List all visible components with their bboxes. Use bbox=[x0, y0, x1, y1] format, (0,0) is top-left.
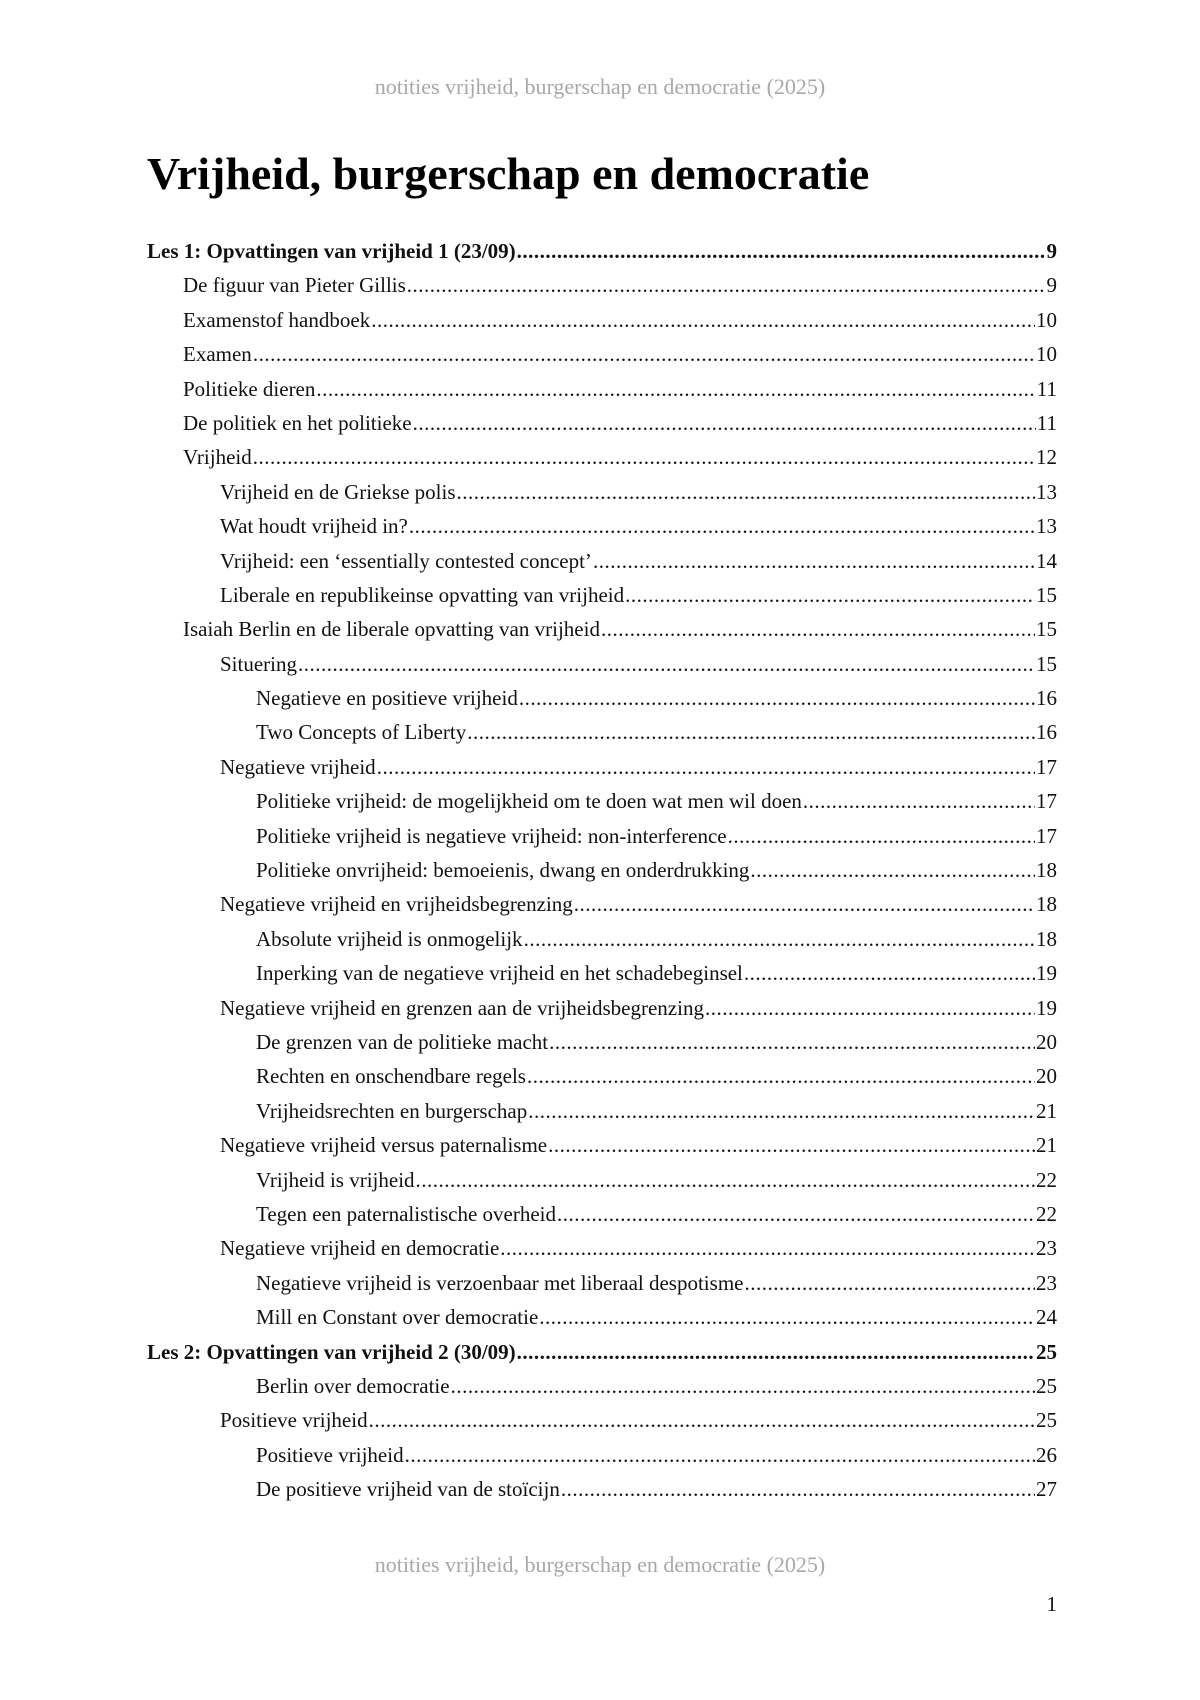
toc-dot-leader bbox=[705, 991, 1035, 1025]
toc-dot-leader bbox=[625, 578, 1035, 612]
toc-entry-page: 9 bbox=[1046, 273, 1057, 298]
toc-entry[interactable] bbox=[147, 372, 1057, 406]
toc-entry[interactable] bbox=[147, 337, 1057, 371]
toc-entry-page: 16 bbox=[1036, 720, 1057, 745]
toc-dot-leader bbox=[548, 1128, 1035, 1162]
toc-entry-page: 10 bbox=[1036, 342, 1057, 367]
toc-entry[interactable] bbox=[147, 1369, 1057, 1403]
toc-entry-title: De politiek en het politieke bbox=[183, 410, 412, 435]
toc-entry[interactable] bbox=[147, 268, 1057, 302]
toc-dot-leader bbox=[549, 1025, 1035, 1059]
toc-entry-title: Vrijheid: een ‘essentially contested concept’ bbox=[220, 548, 592, 573]
toc-dot-leader bbox=[517, 1335, 1035, 1369]
toc-entry-title: Vrijheid is vrijheid bbox=[256, 1167, 415, 1192]
toc-entry[interactable] bbox=[147, 1231, 1057, 1265]
toc-entry-title: Tegen een paternalistische overheid bbox=[256, 1201, 556, 1226]
toc-entry-page: 25 bbox=[1036, 1339, 1057, 1364]
toc-dot-leader bbox=[744, 956, 1035, 990]
toc-entry[interactable] bbox=[147, 956, 1057, 990]
toc-entry-title: Vrijheid en de Griekse polis bbox=[220, 479, 456, 504]
toc-entry-page: 22 bbox=[1036, 1201, 1057, 1226]
toc-entry-title: Situering bbox=[220, 651, 297, 676]
toc-entry-title: De grenzen van de politieke macht bbox=[256, 1029, 549, 1054]
toc-entry-page: 23 bbox=[1036, 1270, 1057, 1295]
toc-dot-leader bbox=[539, 1300, 1035, 1334]
toc-dot-leader bbox=[413, 406, 1036, 440]
toc-entry[interactable] bbox=[147, 1266, 1057, 1300]
toc-entry[interactable] bbox=[147, 853, 1057, 887]
toc-entry-title: Rechten en onschendbare regels bbox=[256, 1064, 526, 1089]
toc-dot-leader bbox=[528, 1094, 1035, 1128]
page-number: 1 bbox=[1046, 1592, 1057, 1616]
toc-dot-leader bbox=[728, 819, 1035, 853]
toc-entry-title: Politieke onvrijheid: bemoeienis, dwang en onderdrukking bbox=[256, 858, 750, 883]
toc-dot-leader bbox=[371, 303, 1035, 337]
toc-dot-leader bbox=[601, 612, 1035, 646]
toc-entry-page: 21 bbox=[1036, 1098, 1057, 1123]
toc-entry-title: Wat houdt vrijheid in? bbox=[220, 514, 408, 539]
toc-dot-leader bbox=[744, 1266, 1035, 1300]
toc-entry[interactable] bbox=[147, 991, 1057, 1025]
toc-entry-title: Absolute vrijheid is onmogelijk bbox=[256, 926, 523, 951]
toc-entry-page: 17 bbox=[1036, 823, 1057, 848]
toc-dot-leader bbox=[561, 1472, 1035, 1506]
toc-entry-page: 16 bbox=[1036, 686, 1057, 711]
toc-entry-page: 25 bbox=[1036, 1408, 1057, 1433]
toc-entry-page: 15 bbox=[1036, 617, 1057, 642]
toc-entry-title: Politieke vrijheid is negatieve vrijheid: non-interference bbox=[256, 823, 727, 848]
toc-entry-page: 11 bbox=[1036, 410, 1057, 435]
toc-entry[interactable] bbox=[147, 1059, 1057, 1093]
toc-entry-title: Examenstof handboek bbox=[183, 307, 371, 332]
toc-entry-page: 26 bbox=[1036, 1442, 1057, 1467]
toc-dot-leader bbox=[524, 922, 1035, 956]
toc-dot-leader bbox=[405, 1438, 1035, 1472]
toc-entry-page: 13 bbox=[1036, 514, 1057, 539]
toc-entry-page: 17 bbox=[1036, 789, 1057, 814]
toc-entry[interactable] bbox=[147, 578, 1057, 612]
toc-entry-page: 18 bbox=[1036, 858, 1057, 883]
toc-dot-leader bbox=[298, 647, 1035, 681]
toc-entry-title: Isaiah Berlin en de liberale opvatting van vrijheid bbox=[183, 617, 600, 642]
toc-entry-title: Les 1: Opvattingen van vrijheid 1 (23/09) bbox=[147, 239, 516, 263]
toc-entry-title: Negatieve vrijheid bbox=[220, 754, 376, 779]
toc-entry-title: Examen bbox=[183, 342, 252, 367]
toc-entry[interactable] bbox=[147, 922, 1057, 956]
toc-dot-leader bbox=[369, 1403, 1035, 1437]
page-footer: notities vrijheid, burgerschap en democratie (2025) bbox=[374, 1552, 826, 1577]
toc-entry[interactable] bbox=[147, 1197, 1057, 1231]
toc-entry[interactable] bbox=[147, 509, 1057, 543]
toc-entry-page: 11 bbox=[1036, 376, 1057, 401]
toc-entry-title: De figuur van Pieter Gillis bbox=[183, 273, 406, 298]
toc-entry-page: 15 bbox=[1036, 651, 1057, 676]
toc-entry-page: 17 bbox=[1036, 754, 1057, 779]
toc-entry-page: 12 bbox=[1036, 445, 1057, 470]
toc-dot-leader bbox=[803, 784, 1035, 818]
toc-dot-leader bbox=[457, 475, 1035, 509]
toc-entry-title: Positieve vrijheid bbox=[256, 1442, 404, 1467]
toc-dot-leader bbox=[253, 440, 1035, 474]
toc-entry-page: 9 bbox=[1046, 239, 1057, 263]
toc-entry-title: Two Concepts of Liberty bbox=[256, 720, 467, 745]
toc-dot-leader bbox=[377, 750, 1035, 784]
toc-entry[interactable] bbox=[147, 715, 1057, 749]
toc-entry-title: Negatieve vrijheid en grenzen aan de vrijheidsbegrenzing bbox=[220, 995, 704, 1020]
toc-entry-page: 20 bbox=[1036, 1029, 1057, 1054]
toc-entry[interactable] bbox=[147, 234, 1057, 268]
toc-entry[interactable] bbox=[147, 406, 1057, 440]
toc-entry-page: 18 bbox=[1036, 926, 1057, 951]
toc-entry[interactable] bbox=[147, 440, 1057, 474]
toc-entry-page: 18 bbox=[1036, 892, 1057, 917]
toc-dot-leader bbox=[467, 715, 1035, 749]
toc-entry-page: 27 bbox=[1036, 1477, 1057, 1502]
toc-entry-page: 15 bbox=[1036, 582, 1057, 607]
toc-dot-leader bbox=[253, 337, 1035, 371]
toc-entry-title: De positieve vrijheid van de stoïcijn bbox=[256, 1477, 560, 1502]
toc-dot-leader bbox=[593, 544, 1035, 578]
toc-dot-leader bbox=[500, 1231, 1035, 1265]
page-header: notities vrijheid, burgerschap en democratie (2025) bbox=[374, 74, 826, 99]
toc-dot-leader bbox=[574, 887, 1035, 921]
toc-entry[interactable] bbox=[147, 784, 1057, 818]
toc-entry-title: Les 2: Opvattingen van vrijheid 2 (30/09) bbox=[147, 1339, 516, 1364]
toc-entry[interactable] bbox=[147, 1335, 1057, 1369]
toc-dot-leader bbox=[750, 853, 1035, 887]
toc-entry[interactable] bbox=[147, 1128, 1057, 1162]
toc-dot-leader bbox=[519, 681, 1035, 715]
toc-entry[interactable] bbox=[147, 1438, 1057, 1472]
toc-dot-leader bbox=[316, 372, 1035, 406]
toc-entry-page: 14 bbox=[1036, 548, 1057, 573]
toc-entry-page: 19 bbox=[1036, 995, 1057, 1020]
toc-dot-leader bbox=[407, 268, 1046, 302]
toc-entry[interactable] bbox=[147, 475, 1057, 509]
toc-entry-title: Negatieve vrijheid versus paternalisme bbox=[220, 1133, 548, 1158]
toc-entry[interactable] bbox=[147, 1472, 1057, 1506]
toc-entry-title: Negatieve vrijheid en vrijheidsbegrenzing bbox=[220, 892, 573, 917]
toc-entry-page: 24 bbox=[1036, 1305, 1057, 1330]
toc-entry[interactable] bbox=[147, 647, 1057, 681]
toc-entry-title: Negatieve en positieve vrijheid bbox=[256, 686, 518, 711]
document-title: Vrijheid, burgerschap en democratie bbox=[147, 148, 870, 199]
toc-entry-title: Negatieve vrijheid en democratie bbox=[220, 1236, 500, 1261]
toc-entry[interactable] bbox=[147, 887, 1057, 921]
table-of-contents bbox=[147, 234, 1057, 1506]
toc-entry[interactable] bbox=[147, 819, 1057, 853]
toc-entry-title: Vrijheid bbox=[183, 445, 252, 470]
toc-entry-page: 20 bbox=[1036, 1064, 1057, 1089]
toc-entry-title: Vrijheidsrechten en burgerschap bbox=[256, 1098, 528, 1123]
toc-entry-title: Liberale en republikeinse opvatting van vrijheid bbox=[220, 582, 625, 607]
toc-entry[interactable] bbox=[147, 1403, 1057, 1437]
toc-entry-title: Mill en Constant over democratie bbox=[256, 1305, 539, 1330]
toc-entry[interactable] bbox=[147, 1163, 1057, 1197]
toc-entry-title: Inperking van de negatieve vrijheid en het schadebeginsel bbox=[256, 961, 743, 986]
toc-entry[interactable] bbox=[147, 1300, 1057, 1334]
toc-entry-title: Negatieve vrijheid is verzoenbaar met liberaal despotisme bbox=[256, 1270, 744, 1295]
toc-entry-title: Politieke dieren bbox=[183, 376, 316, 401]
toc-entry-page: 21 bbox=[1036, 1133, 1057, 1158]
toc-entry-page: 22 bbox=[1036, 1167, 1057, 1192]
toc-dot-leader bbox=[409, 509, 1035, 543]
toc-entry-page: 13 bbox=[1036, 479, 1057, 504]
toc-entry-page: 10 bbox=[1036, 307, 1057, 332]
toc-entry[interactable] bbox=[147, 612, 1057, 646]
toc-entry[interactable] bbox=[147, 1025, 1057, 1059]
toc-dot-leader bbox=[557, 1197, 1035, 1231]
toc-entry-page: 19 bbox=[1036, 961, 1057, 986]
toc-entry-title: Positieve vrijheid bbox=[220, 1408, 368, 1433]
toc-entry-title: Berlin over democratie bbox=[256, 1373, 450, 1398]
toc-dot-leader bbox=[517, 234, 1046, 268]
toc-entry[interactable] bbox=[147, 544, 1057, 578]
toc-entry-page: 25 bbox=[1036, 1373, 1057, 1398]
toc-dot-leader bbox=[451, 1369, 1035, 1403]
toc-dot-leader bbox=[416, 1163, 1035, 1197]
toc-entry[interactable] bbox=[147, 1094, 1057, 1128]
toc-entry[interactable] bbox=[147, 681, 1057, 715]
toc-entry[interactable] bbox=[147, 303, 1057, 337]
toc-entry[interactable] bbox=[147, 750, 1057, 784]
toc-entry-title: Politieke vrijheid: de mogelijkheid om te doen wat men wil doen bbox=[256, 789, 802, 814]
toc-entry-page: 23 bbox=[1036, 1236, 1057, 1261]
toc-dot-leader bbox=[527, 1059, 1035, 1093]
